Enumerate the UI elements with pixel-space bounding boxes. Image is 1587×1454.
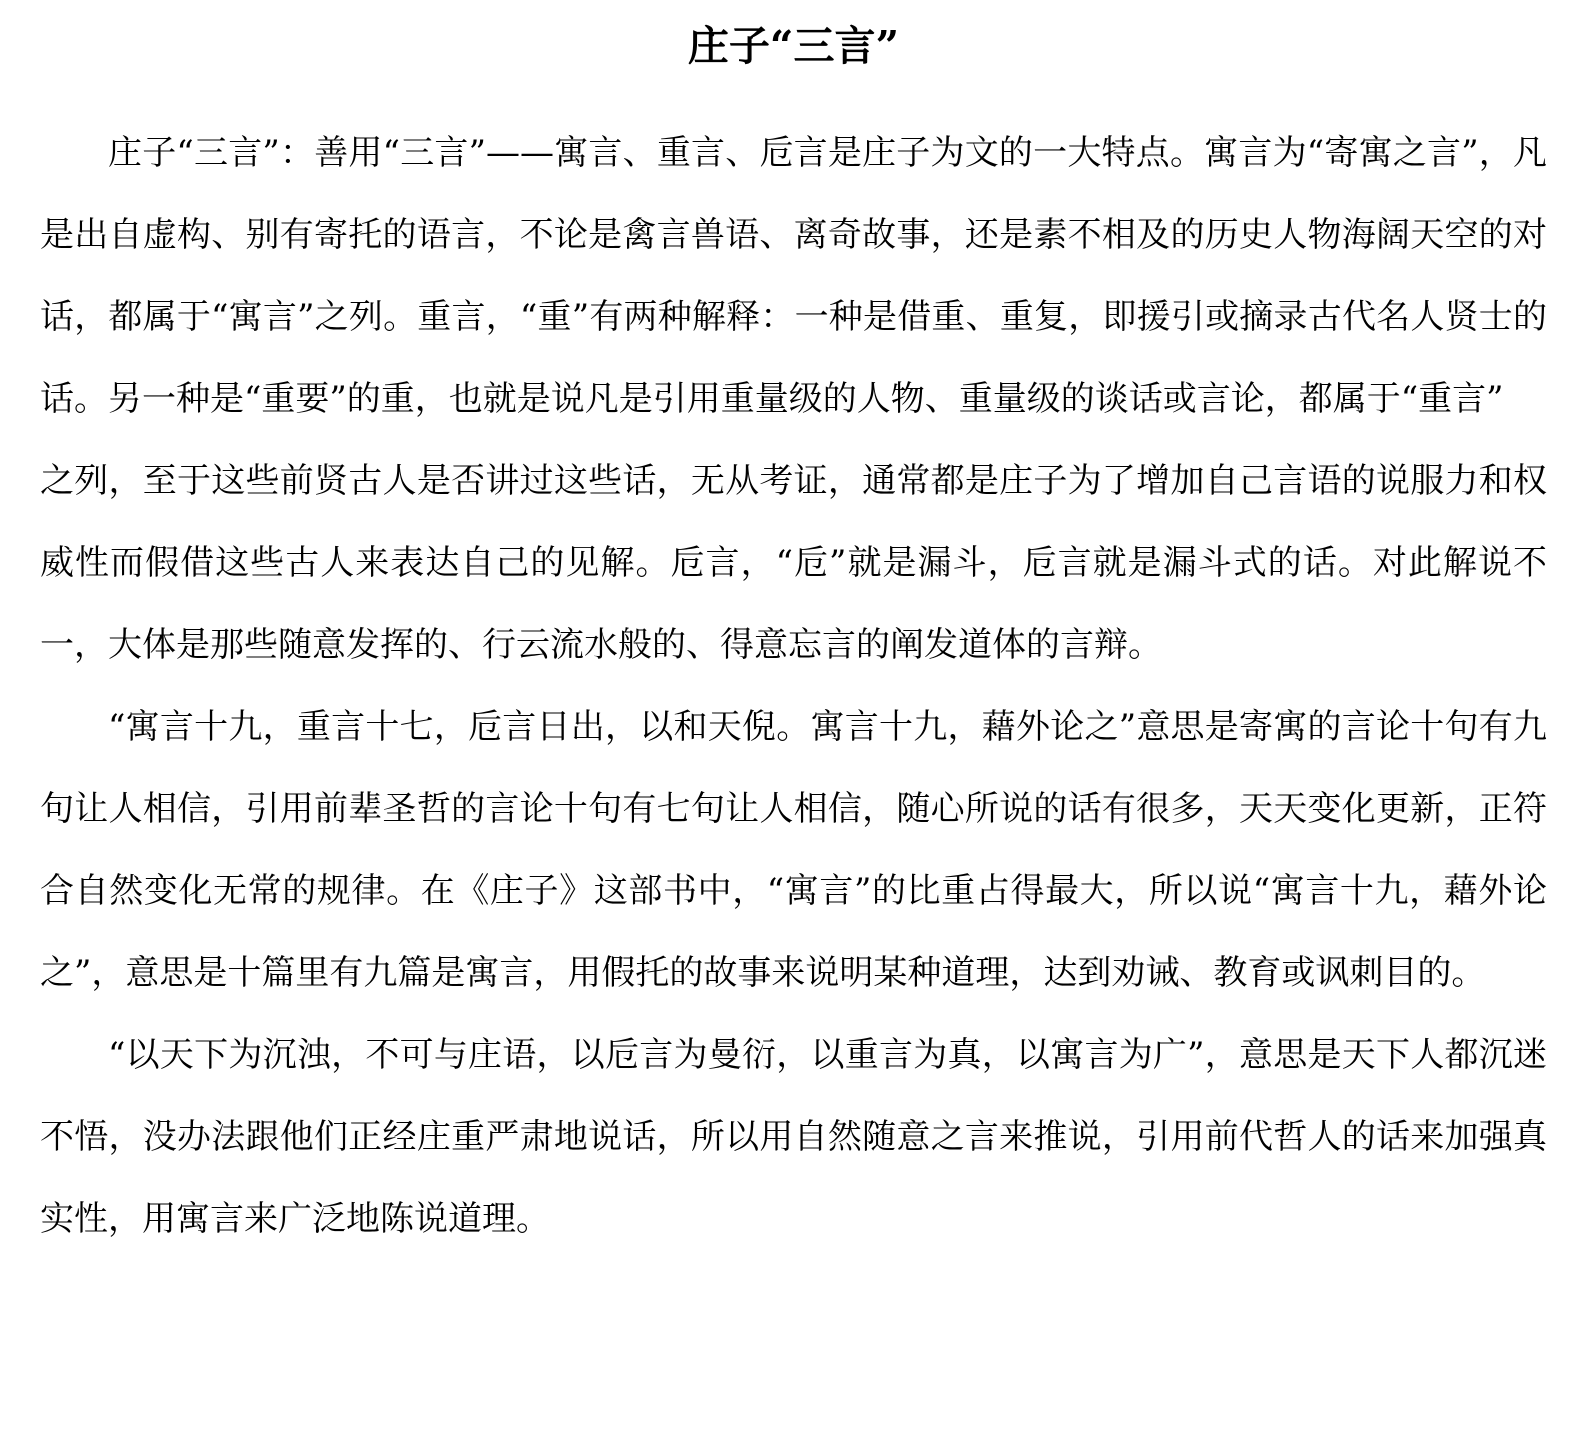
paragraph-2: 之列，至于这些前贤古人是否讲过这些话，无从考证，通常都是庄子为了增加自己言语的说服力和权威性而假借这些古人来表达自己的见解。卮言，“卮”就是漏斗，卮言就是漏斗式的话。对此解说不一，大体是那些随意发挥的、行云流水般的、得意忘言的阐发道体的言辩。 bbox=[40, 461, 1547, 665]
document-body bbox=[40, 112, 1547, 1260]
paragraph-1: 庄子“三言”：善用“三言”——寓言、重言、卮言是庄子为文的一大特点。寓言为“寄寓之言”，凡是出自虚构、别有寄托的语言，不论是禽言兽语、离奇故事，还是素不相及的历史人物海阔天空的对话，都属于“寓言”之列。重言，“重”有两种解释：一种是借重、重复，即援引或摘录古代名人贤士的话。另一种是“重要”的重，也就是说凡是引用重量级的人物、重量级的谈话或言论，都属于“重言” bbox=[40, 133, 1547, 419]
paragraph-4: “以天下为沉浊，不可与庄语，以卮言为曼衍，以重言为真，以寓言为广”，意思是天下人都沉迷不悟，没办法跟他们正经庄重严肃地说话，所以用自然随意之言来推说，引用前代哲人的话来加强真实性，用寓言来广泛地陈说道理。 bbox=[40, 1035, 1547, 1239]
paragraph-3: “寓言十九，重言十七，卮言日出，以和天倪。寓言十九，藉外论之”意思是寄寓的言论十句有九句让人相信，引用前辈圣哲的言论十句有七句让人相信，随心所说的话有很多，天天变化更新，正符合自然变化无常的规律。在《庄子》这部书中，“寓言”的比重占得最大，所以说“寓言十九，藉外论之”，意思是十篇里有九篇是寓言，用假托的故事来说明某种道理，达到劝诫、教育或讽刺目的。 bbox=[40, 707, 1547, 993]
document-title: 庄子“三言” bbox=[687, 22, 900, 70]
